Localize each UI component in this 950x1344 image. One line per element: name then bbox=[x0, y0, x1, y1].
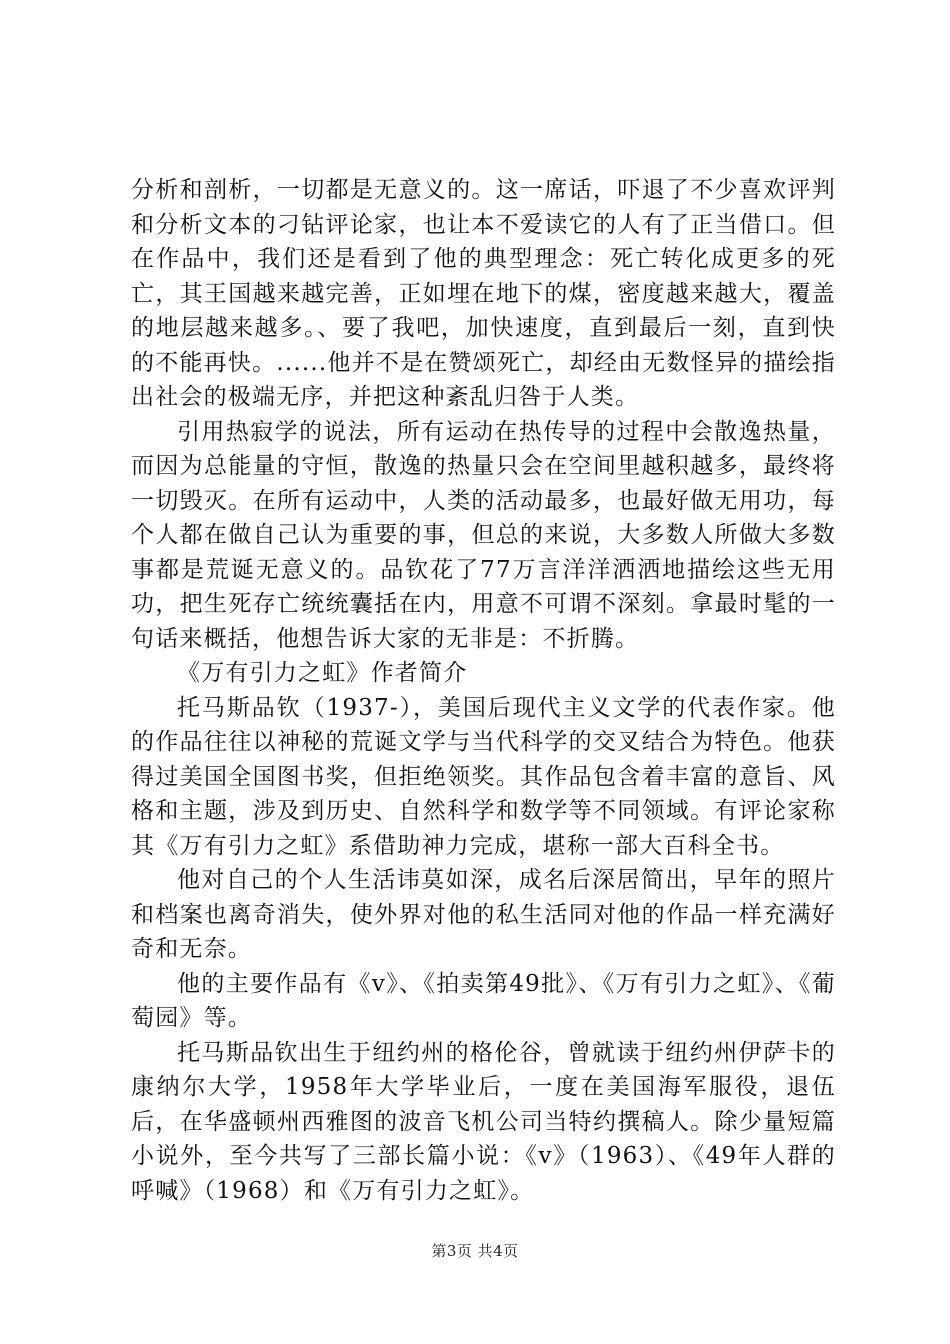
document-body bbox=[131, 173, 836, 1208]
paragraph-biography: 托马斯品钦出生于纽约州的格伦谷，曾就读于纽约州伊萨卡的康纳尔大学，1958年大学毕业后，一度在美国海军服役，退伍后，在华盛顿州西雅图的波音飞机公司当特约撰稿人。除少量短篇小说外，至今共写了三部长篇小说：《v》（1963）、《49年人群的呼喊》（1968）和《万有引力之虹》。 bbox=[131, 1039, 836, 1204]
page-number-footer: 第3页 共4页 bbox=[431, 1242, 519, 1260]
paragraph-continuation: 分析和剖析，一切都是无意义的。这一席话，吓退了不少喜欢评判和分析文本的刁钻评论家，也让本不爱读它的人有了正当借口。但在作品中，我们还是看到了他的典型理念：死亡转化成更多的死亡，其王国越来越完善，正如埋在地下的煤，密度越来越大，覆盖的地层越来越多。、要了我吧，加快速度，直到最后一刻，直到快的不能再快。......他并不是在赞颂死亡，却经由无数怪异的描绘指出社会的极端无序，并把这种紊乱归咎于人类。 bbox=[131, 177, 836, 410]
section-heading-author-intro: 《万有引力之虹》作者简介 bbox=[177, 660, 468, 686]
paragraph-author-bio: 托马斯品钦（1937-），美国后现代主义文学的代表作家。他的作品往往以神秘的荒诞文学与当代科学的交叉结合为特色。他获得过美国全国图书奖，但拒绝领奖。其作品包含着丰富的意旨、风格和主题，涉及到历史、自然科学和数学等不同领域。有评论家称其《万有引力之虹》系借助神力完成，堪称一部大百科全书。 bbox=[131, 694, 836, 859]
paragraph-private-life: 他对自己的个人生活讳莫如深，成名后深居简出，早年的照片和档案也离奇消失，使外界对他的私生活同对他的作品一样充满好奇和无奈。 bbox=[131, 867, 836, 962]
paragraph-heat-death: 引用热寂学的说法，所有运动在热传导的过程中会散逸热量，而因为总能量的守恒，散逸的热量只会在空间里越积越多，最终将一切毁灭。在所有运动中，人类的活动最多，也最好做无用功，每个人都在做自己认为重要的事，但总的来说，大多数人所做大多数事都是荒诞无意义的。品钦花了77万言洋洋洒洒地描绘这些无用功，把生死存亡统统囊括在内，用意不可谓不深刻。拿最时髦的一句话来概括，他想告诉大家的无非是：不折腾。 bbox=[131, 418, 836, 652]
paragraph-major-works: 他的主要作品有《v》、《拍卖第49批》、《万有引力之虹》、《葡萄园》等。 bbox=[131, 970, 836, 1031]
